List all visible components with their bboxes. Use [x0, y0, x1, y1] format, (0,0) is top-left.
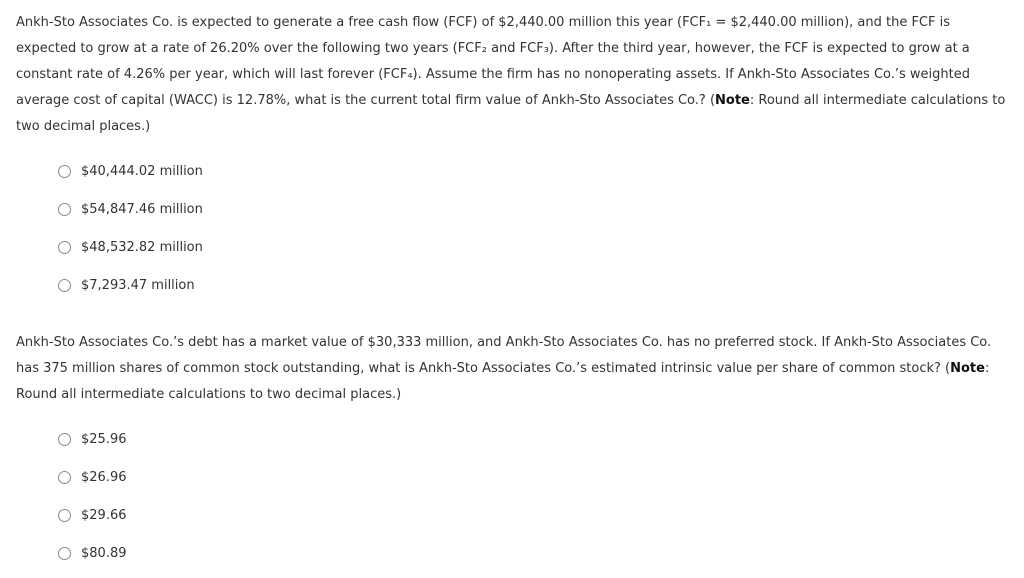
choice-label: $7,293.47 million — [81, 277, 195, 293]
choice-label: $29.66 — [81, 507, 127, 523]
question-2-choices — [58, 429, 127, 578]
radio-button[interactable] — [58, 241, 71, 254]
question-2-body: Ankh-Sto Associates Co.’s debt has a market value of $30,333 million, and Ankh-Sto Associates Co. has no preferred stock. If Ankh-Sto Associates Co. has 375 million shares of common stock outstanding, what is Ankh-Sto Associates Co.’s estimated intrinsic value per share of common stock? ( — [16, 335, 992, 376]
radio-button[interactable] — [58, 471, 71, 484]
radio-button[interactable] — [58, 547, 71, 560]
question-1-note-label: Note — [715, 93, 750, 108]
question-1-choice-a[interactable] — [58, 161, 203, 181]
choice-label: $80.89 — [81, 545, 127, 561]
question-2-choice-c[interactable] — [58, 505, 127, 525]
choice-label: $40,444.02 million — [81, 163, 203, 179]
question-1-choices — [58, 161, 203, 313]
choice-label: $25.96 — [81, 431, 127, 447]
question-1-choice-c[interactable] — [58, 237, 203, 257]
question-1-choice-b[interactable] — [58, 199, 203, 219]
question-1-note-text: : Round all intermediate calculations to two decimal places.) — [16, 93, 1006, 134]
radio-button[interactable] — [58, 203, 71, 216]
radio-button[interactable] — [58, 279, 71, 292]
question-2-choice-b[interactable] — [58, 467, 127, 487]
question-1-text — [16, 10, 1006, 140]
choice-label: $54,847.46 million — [81, 201, 203, 217]
question-1-choice-d[interactable] — [58, 275, 203, 295]
radio-button[interactable] — [58, 509, 71, 522]
question-2-text — [16, 330, 1006, 408]
question-2-note-text: : Round all intermediate calculations to two decimal places.) — [16, 361, 990, 402]
question-2-choice-a[interactable] — [58, 429, 127, 449]
question-2-note-label: Note — [950, 361, 985, 376]
choice-label: $48,532.82 million — [81, 239, 203, 255]
radio-button[interactable] — [58, 433, 71, 446]
choice-label: $26.96 — [81, 469, 127, 485]
question-2-choice-d[interactable] — [58, 543, 127, 563]
question-1-body: Ankh-Sto Associates Co. is expected to generate a free cash flow (FCF) of $2,440.00 million this year (FCF₁ = $2,440.00 million), and the FCF is expected to grow at a rate of 26.20% over the following two years (FCF₂ and FCF₃). After the third year, however, the FCF is expected to grow at a constant rate of 4.26% per year, which will last forever (FCF₄). Assume the firm has no nonoperating assets. If Ankh-Sto Associates Co.’s weighted average cost of capital (WACC) is 12.78%, what is the current total firm value of Ankh-Sto Associates Co.? ( — [16, 15, 971, 108]
radio-button[interactable] — [58, 165, 71, 178]
